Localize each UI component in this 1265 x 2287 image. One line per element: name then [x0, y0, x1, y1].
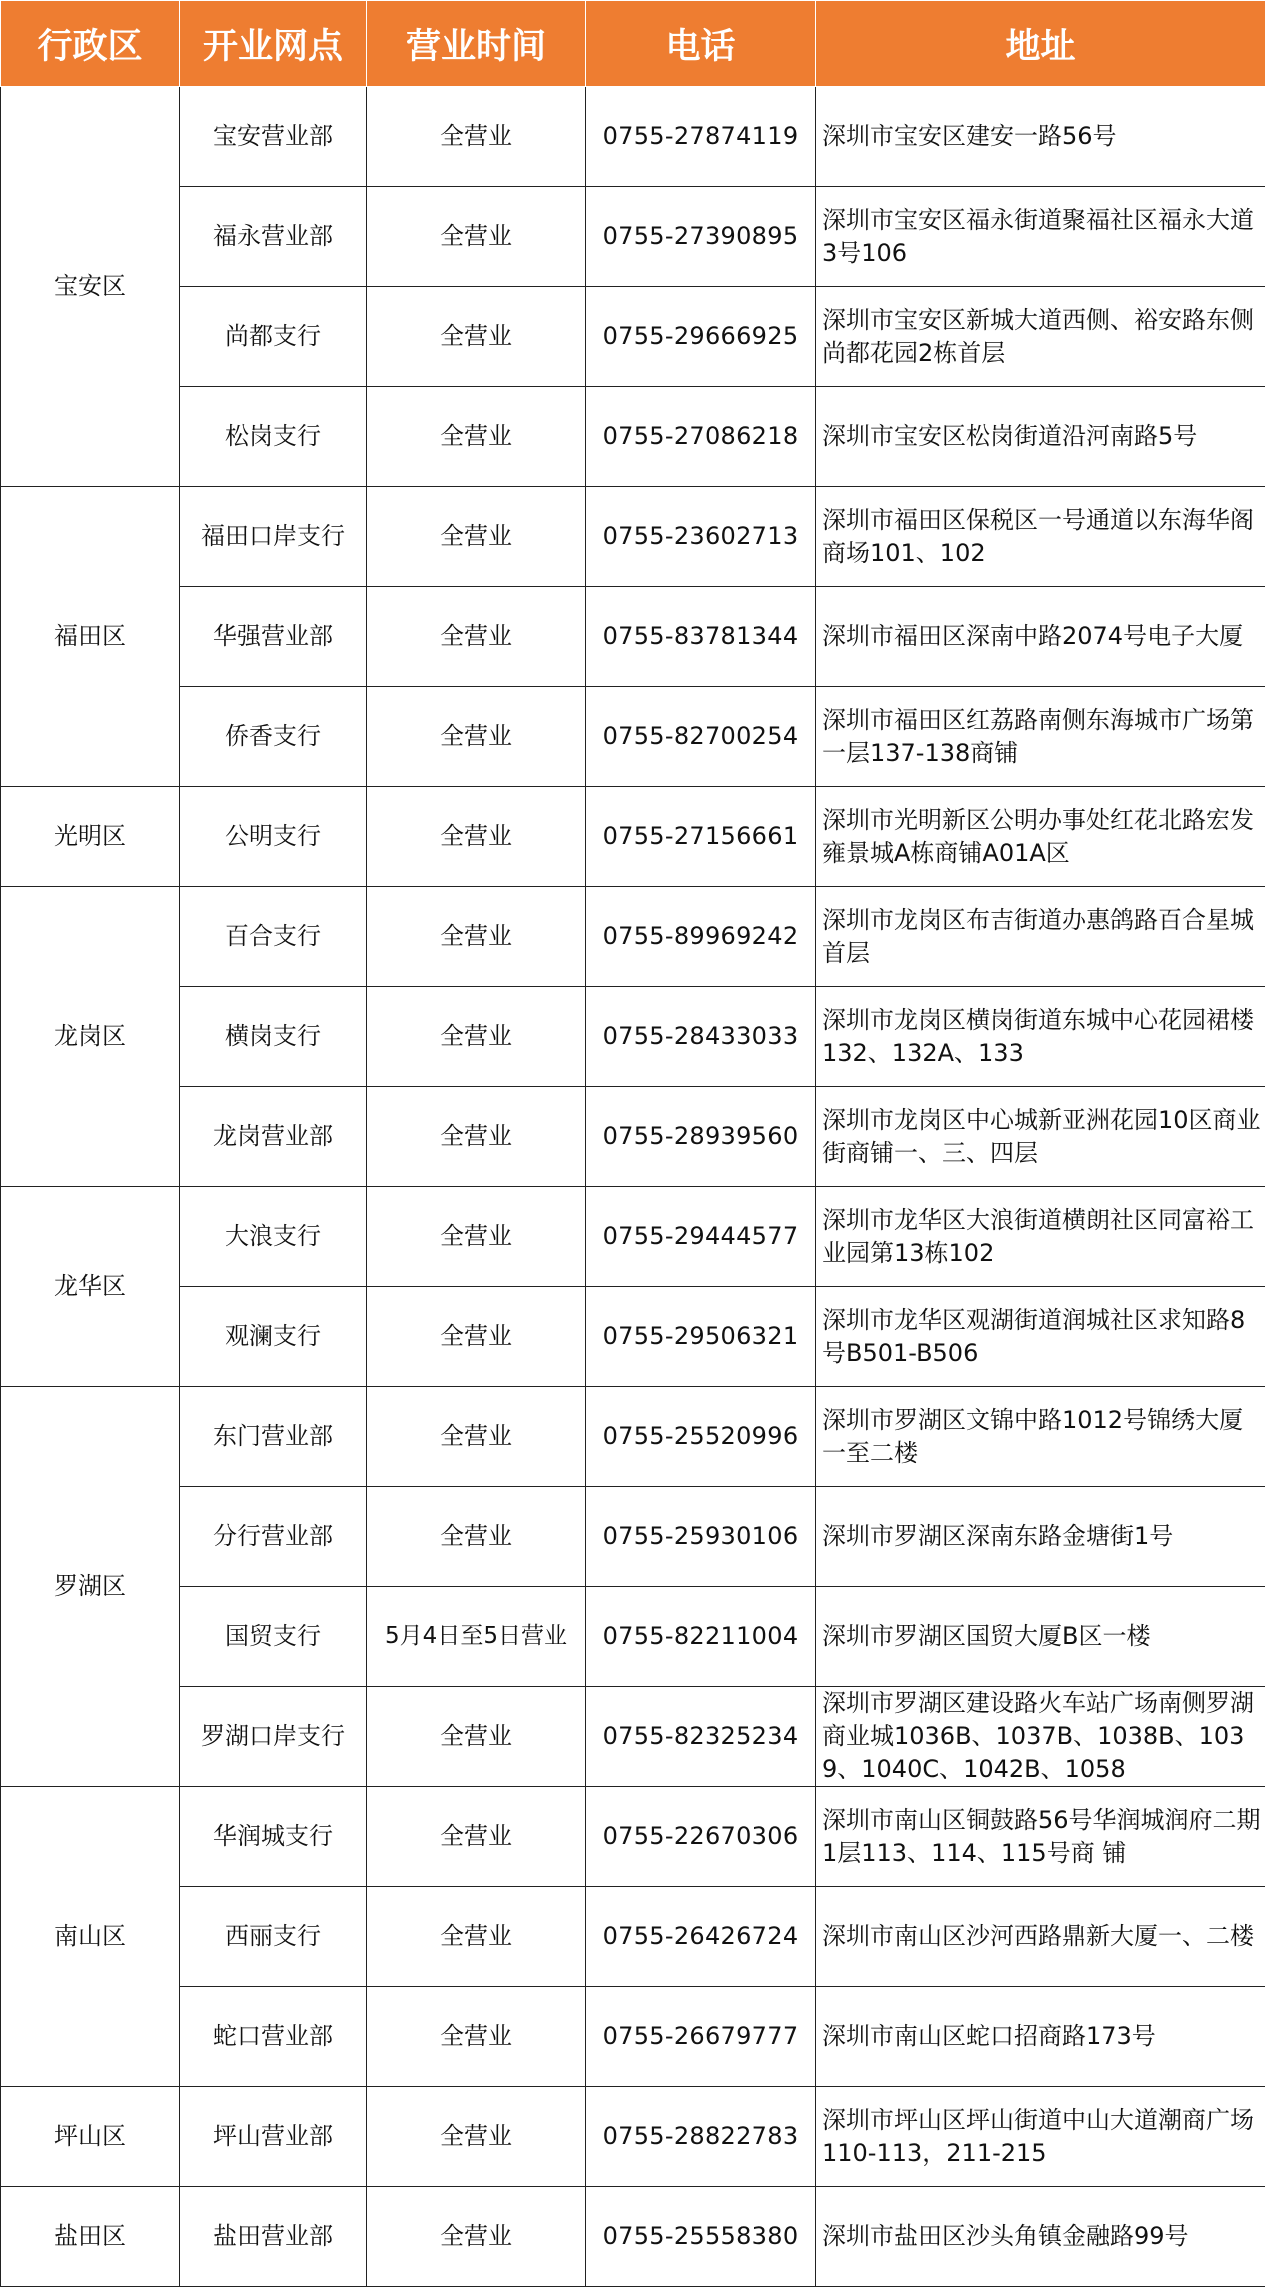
hours-cell: 全营业: [367, 2087, 586, 2187]
address-cell: 深圳市罗湖区文锦中路1012号锦绣大厦一至二楼: [816, 1387, 1265, 1487]
address-cell: 深圳市罗湖区国贸大厦B区一楼: [816, 1587, 1265, 1687]
address-cell: 深圳市宝安区新城大道西侧、裕安路东侧尚都花园2栋首层: [816, 287, 1265, 387]
address-cell: 深圳市南山区铜鼓路56号华润城润府二期1层113、114、115号商 铺: [816, 1787, 1265, 1887]
district-cell: 光明区: [1, 787, 180, 887]
district-cell: 福田区: [1, 487, 180, 787]
hours-cell: 全营业: [367, 2187, 586, 2287]
district-cell: 盐田区: [1, 2187, 180, 2287]
table-body: [1, 87, 1265, 2287]
hours-cell: 全营业: [367, 1487, 586, 1587]
phone-cell: 0755-27390895: [586, 187, 816, 287]
table-row: [1, 1887, 1265, 1987]
district-cell: 罗湖区: [1, 1387, 180, 1787]
hours-cell: 全营业: [367, 1087, 586, 1187]
address-cell: 深圳市罗湖区深南东路金塘街1号: [816, 1487, 1265, 1587]
district-cell: 龙岗区: [1, 887, 180, 1187]
phone-cell: 0755-27874119: [586, 87, 816, 187]
branch-cell: 华强营业部: [180, 587, 367, 687]
branch-cell: 盐田营业部: [180, 2187, 367, 2287]
table-row: [1, 1787, 1265, 1887]
phone-cell: 0755-29506321: [586, 1287, 816, 1387]
branch-cell: 横岗支行: [180, 987, 367, 1087]
hours-cell: 全营业: [367, 187, 586, 287]
table-row: [1, 987, 1265, 1087]
header-row: [1, 1, 1265, 87]
hours-cell: 全营业: [367, 687, 586, 787]
header-phone: 电话: [586, 1, 816, 87]
phone-cell: 0755-22670306: [586, 1787, 816, 1887]
address-cell: 深圳市龙华区观湖街道润城社区求知路8号B501-B506: [816, 1287, 1265, 1387]
hours-cell: 5月4日至5日营业: [367, 1587, 586, 1687]
table-row: [1, 387, 1265, 487]
phone-cell: 0755-82211004: [586, 1587, 816, 1687]
address-cell: 深圳市福田区保税区一号通道以东海华阁商场101、102: [816, 487, 1265, 587]
phone-cell: 0755-28939560: [586, 1087, 816, 1187]
table-row: [1, 687, 1265, 787]
table-row: [1, 187, 1265, 287]
district-cell: 南山区: [1, 1787, 180, 2087]
table-row: [1, 2087, 1265, 2187]
district-cell: 宝安区: [1, 87, 180, 487]
address-cell: 深圳市龙华区大浪街道横朗社区同富裕工业园第13栋102: [816, 1187, 1265, 1287]
phone-cell: 0755-27156661: [586, 787, 816, 887]
table-row: [1, 887, 1265, 987]
branch-cell: 百合支行: [180, 887, 367, 987]
address-cell: 深圳市南山区沙河西路鼎新大厦一、二楼: [816, 1887, 1265, 1987]
hours-cell: 全营业: [367, 487, 586, 587]
branch-cell: 松岗支行: [180, 387, 367, 487]
address-cell: 深圳市宝安区建安一路56号: [816, 87, 1265, 187]
hours-cell: 全营业: [367, 87, 586, 187]
hours-cell: 全营业: [367, 1187, 586, 1287]
phone-cell: 0755-25558380: [586, 2187, 816, 2287]
table-row: [1, 1387, 1265, 1487]
address-cell: 深圳市盐田区沙头角镇金融路99号: [816, 2187, 1265, 2287]
address-cell: 深圳市宝安区松岗街道沿河南路5号: [816, 387, 1265, 487]
table-row: [1, 1287, 1265, 1387]
branch-cell: 坪山营业部: [180, 2087, 367, 2187]
phone-cell: 0755-23602713: [586, 487, 816, 587]
branch-cell: 西丽支行: [180, 1887, 367, 1987]
hours-cell: 全营业: [367, 887, 586, 987]
branch-cell: 侨香支行: [180, 687, 367, 787]
branch-cell: 大浪支行: [180, 1187, 367, 1287]
district-cell: 坪山区: [1, 2087, 180, 2187]
phone-cell: 0755-28822783: [586, 2087, 816, 2187]
phone-cell: 0755-25520996: [586, 1387, 816, 1487]
phone-cell: 0755-25930106: [586, 1487, 816, 1587]
header-address: 地址: [816, 1, 1265, 87]
address-cell: 深圳市福田区深南中路2074号电子大厦: [816, 587, 1265, 687]
table-row: [1, 1987, 1265, 2087]
hours-cell: 全营业: [367, 787, 586, 887]
phone-cell: 0755-28433033: [586, 987, 816, 1087]
table-row: [1, 787, 1265, 887]
branch-cell: 福田口岸支行: [180, 487, 367, 587]
address-cell: 深圳市福田区红荔路南侧东海城市广场第一层137-138商铺: [816, 687, 1265, 787]
phone-cell: 0755-29444577: [586, 1187, 816, 1287]
address-cell: 深圳市龙岗区布吉街道办惠鸽路百合星城首层: [816, 887, 1265, 987]
address-cell: 深圳市坪山区坪山街道中山大道潮商广场110-113，211-215: [816, 2087, 1265, 2187]
address-cell: 深圳市宝安区福永街道聚福社区福永大道3号106: [816, 187, 1265, 287]
phone-cell: 0755-26426724: [586, 1887, 816, 1987]
table-row: [1, 1487, 1265, 1587]
header-hours: 营业时间: [367, 1, 586, 87]
hours-cell: 全营业: [367, 1987, 586, 2087]
branch-cell: 尚都支行: [180, 287, 367, 387]
hours-cell: 全营业: [367, 1387, 586, 1487]
phone-cell: 0755-27086218: [586, 387, 816, 487]
table-row: [1, 287, 1265, 387]
branch-cell: 东门营业部: [180, 1387, 367, 1487]
district-cell: 龙华区: [1, 1187, 180, 1387]
hours-cell: 全营业: [367, 387, 586, 487]
table-row: [1, 1687, 1265, 1787]
address-cell: 深圳市南山区蛇口招商路173号: [816, 1987, 1265, 2087]
header-branch: 开业网点: [180, 1, 367, 87]
table-header: [1, 1, 1265, 87]
hours-cell: 全营业: [367, 287, 586, 387]
phone-cell: 0755-83781344: [586, 587, 816, 687]
branch-cell: 罗湖口岸支行: [180, 1687, 367, 1787]
branch-cell: 龙岗营业部: [180, 1087, 367, 1187]
hours-cell: 全营业: [367, 1887, 586, 1987]
address-cell: 深圳市罗湖区建设路火车站广场南侧罗湖商业城1036B、1037B、1038B、1039、1040C、1042B、1058: [816, 1687, 1265, 1787]
branch-cell: 福永营业部: [180, 187, 367, 287]
phone-cell: 0755-82700254: [586, 687, 816, 787]
branch-cell: 国贸支行: [180, 1587, 367, 1687]
address-cell: 深圳市龙岗区横岗街道东城中心花园裙楼132、132A、133: [816, 987, 1265, 1087]
table-row: [1, 1087, 1265, 1187]
hours-cell: 全营业: [367, 1787, 586, 1887]
address-cell: 深圳市光明新区公明办事处红花北路宏发雍景城A栋商铺A01A区: [816, 787, 1265, 887]
table-row: [1, 1587, 1265, 1687]
phone-cell: 0755-26679777: [586, 1987, 816, 2087]
hours-cell: 全营业: [367, 1687, 586, 1787]
phone-cell: 0755-89969242: [586, 887, 816, 987]
phone-cell: 0755-82325234: [586, 1687, 816, 1787]
branch-cell: 公明支行: [180, 787, 367, 887]
table-row: [1, 87, 1265, 187]
hours-cell: 全营业: [367, 587, 586, 687]
table-row: [1, 2187, 1265, 2287]
address-cell: 深圳市龙岗区中心城新亚洲花园10区商业街商铺一、三、四层: [816, 1087, 1265, 1187]
branch-cell: 观澜支行: [180, 1287, 367, 1387]
phone-cell: 0755-29666925: [586, 287, 816, 387]
table-row: [1, 1187, 1265, 1287]
branch-cell: 蛇口营业部: [180, 1987, 367, 2087]
table-row: [1, 487, 1265, 587]
hours-cell: 全营业: [367, 1287, 586, 1387]
branch-cell: 宝安营业部: [180, 87, 367, 187]
branch-cell: 华润城支行: [180, 1787, 367, 1887]
header-district: 行政区: [1, 1, 180, 87]
branch-cell: 分行营业部: [180, 1487, 367, 1587]
table-row: [1, 587, 1265, 687]
hours-cell: 全营业: [367, 987, 586, 1087]
